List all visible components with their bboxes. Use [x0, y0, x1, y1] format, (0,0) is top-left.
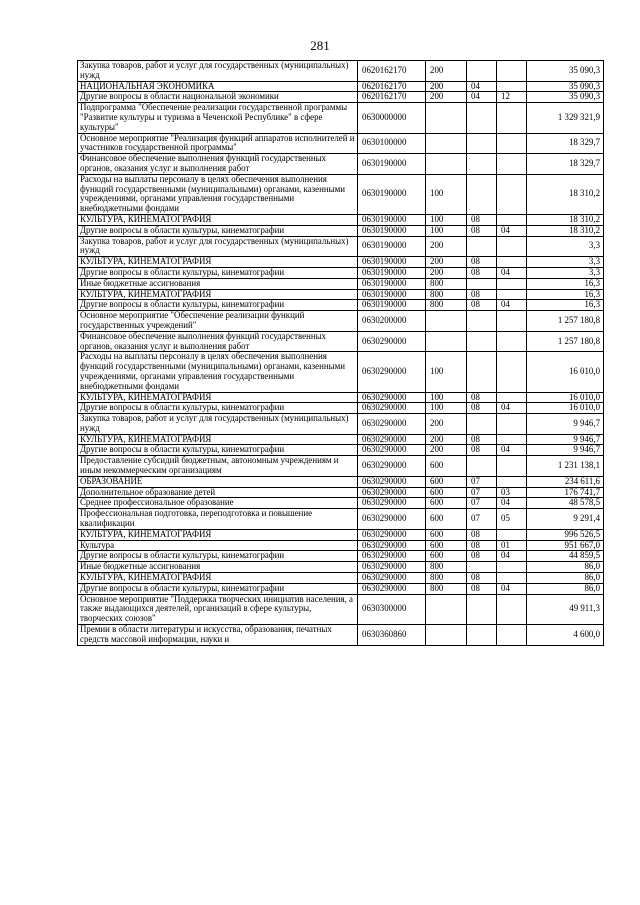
table-row — [78, 61, 604, 82]
row-subsection-cell — [497, 594, 527, 624]
row-section-cell: 07 — [467, 509, 497, 530]
table-row — [78, 214, 604, 225]
row-target-article-cell: 0630290000 — [358, 414, 426, 435]
row-name-cell: КУЛЬТУРА, КИНЕМАТОГРАФИЯ — [78, 289, 358, 300]
row-expense-type-cell: 200 — [426, 81, 467, 92]
row-name-cell: Закупка товаров, работ и услуг для государственных (муниципальных) нужд — [78, 236, 358, 257]
row-target-article-cell: 0630190000 — [358, 154, 426, 175]
table-row — [78, 562, 604, 573]
row-name-cell: Другие вопросы в области культуры, кинематографии — [78, 267, 358, 278]
row-expense-type-cell: 600 — [426, 456, 467, 477]
row-section-cell — [467, 174, 497, 214]
row-subsection-cell: 05 — [497, 509, 527, 530]
row-expense-type-cell: 800 — [426, 278, 467, 289]
table-row — [78, 103, 604, 133]
row-amount-cell: 234 611,6 — [527, 476, 604, 487]
row-amount-cell: 49 911,3 — [527, 594, 604, 624]
row-target-article-cell: 0630190000 — [358, 236, 426, 257]
row-subsection-cell — [497, 392, 527, 403]
table-row — [78, 267, 604, 278]
row-name-cell: НАЦИОНАЛЬНАЯ ЭКОНОМИКА — [78, 81, 358, 92]
row-target-article-cell: 0630290000 — [358, 573, 426, 584]
row-section-cell: 08 — [467, 392, 497, 403]
row-amount-cell: 1 257 180,8 — [527, 331, 604, 352]
row-target-article-cell: 0630290000 — [358, 487, 426, 498]
row-subsection-cell: 04 — [497, 267, 527, 278]
table-row — [78, 154, 604, 175]
table-row — [78, 257, 604, 268]
row-section-cell: 08 — [467, 257, 497, 268]
row-name-cell: Подпрограмма "Обеспечение реализации государственной программы "Развитие культуры и туризма в Чеченской Республике" в сфере культуры" — [78, 103, 358, 133]
table-row — [78, 456, 604, 477]
row-subsection-cell: 04 — [497, 445, 527, 456]
row-section-cell: 08 — [467, 289, 497, 300]
row-subsection-cell — [497, 103, 527, 133]
row-section-cell: 08 — [467, 434, 497, 445]
table-row — [78, 551, 604, 562]
row-expense-type-cell: 800 — [426, 583, 467, 594]
row-amount-cell: 86,0 — [527, 562, 604, 573]
row-amount-cell: 18 310,2 — [527, 214, 604, 225]
table-row — [78, 392, 604, 403]
row-section-cell — [467, 625, 497, 646]
row-name-cell: Культура — [78, 540, 358, 551]
row-amount-cell: 1 231 138,1 — [527, 456, 604, 477]
row-expense-type-cell: 200 — [426, 434, 467, 445]
row-subsection-cell — [497, 214, 527, 225]
row-section-cell: 08 — [467, 445, 497, 456]
row-target-article-cell: 0620162170 — [358, 81, 426, 92]
row-name-cell: Закупка товаров, работ и услуг для государственных (муниципальных) нужд — [78, 61, 358, 82]
row-target-article-cell: 0630360860 — [358, 625, 426, 646]
row-section-cell — [467, 311, 497, 332]
row-amount-cell: 3,3 — [527, 236, 604, 257]
row-expense-type-cell — [426, 625, 467, 646]
row-target-article-cell: 0630290000 — [358, 551, 426, 562]
table-row — [78, 352, 604, 392]
row-name-cell: Премии в области литературы и искусства, образования, печатных средств массовой информации, науки и — [78, 625, 358, 646]
row-subsection-cell — [497, 311, 527, 332]
row-section-cell — [467, 352, 497, 392]
row-name-cell: Профессиональная подготовка, переподготовка и повышение квалификации — [78, 509, 358, 530]
row-target-article-cell: 0630290000 — [358, 476, 426, 487]
row-subsection-cell — [497, 456, 527, 477]
row-expense-type-cell — [426, 311, 467, 332]
row-expense-type-cell: 600 — [426, 551, 467, 562]
row-subsection-cell — [497, 257, 527, 268]
table-row — [78, 289, 604, 300]
row-section-cell: 08 — [467, 403, 497, 414]
row-target-article-cell: 0630190000 — [358, 214, 426, 225]
row-subsection-cell: 12 — [497, 92, 527, 103]
row-section-cell — [467, 278, 497, 289]
row-amount-cell: 16 010,0 — [527, 392, 604, 403]
row-name-cell: Предоставление субсидий бюджетным, автономным учреждениям и иным некоммерческим организациям — [78, 456, 358, 477]
row-section-cell — [467, 594, 497, 624]
row-target-article-cell: 0630290000 — [358, 529, 426, 540]
row-name-cell: КУЛЬТУРА, КИНЕМАТОГРАФИЯ — [78, 214, 358, 225]
row-amount-cell: 1 329 321,9 — [527, 103, 604, 133]
row-target-article-cell: 0630190000 — [358, 267, 426, 278]
row-subsection-cell: 04 — [497, 403, 527, 414]
row-name-cell: ОБРАЗОВАНИЕ — [78, 476, 358, 487]
row-name-cell: Иные бюджетные ассигнования — [78, 562, 358, 573]
table-row — [78, 540, 604, 551]
row-expense-type-cell: 200 — [426, 236, 467, 257]
row-expense-type-cell — [426, 331, 467, 352]
row-subsection-cell — [497, 61, 527, 82]
table-row — [78, 225, 604, 236]
row-amount-cell: 18 310,2 — [527, 225, 604, 236]
row-amount-cell: 996 526,5 — [527, 529, 604, 540]
table-row — [78, 583, 604, 594]
row-subsection-cell — [497, 81, 527, 92]
row-section-cell — [467, 103, 497, 133]
row-amount-cell: 86,0 — [527, 573, 604, 584]
row-name-cell: Среднее профессиональное образование — [78, 498, 358, 509]
row-expense-type-cell: 800 — [426, 289, 467, 300]
row-name-cell: Другие вопросы в области культуры, кинематографии — [78, 551, 358, 562]
row-amount-cell: 86,0 — [527, 583, 604, 594]
row-section-cell: 07 — [467, 476, 497, 487]
table-row — [78, 476, 604, 487]
row-section-cell — [467, 456, 497, 477]
row-target-article-cell: 0630190000 — [358, 289, 426, 300]
row-target-article-cell: 0630200000 — [358, 311, 426, 332]
row-section-cell — [467, 562, 497, 573]
row-name-cell: Основное мероприятие "Поддержка творческих инициатив населения, а также выдающихся деятелей, организаций в сфере культуры, творческих союзов" — [78, 594, 358, 624]
row-amount-cell: 35 090,3 — [527, 92, 604, 103]
row-amount-cell: 18 329,7 — [527, 154, 604, 175]
table-row — [78, 133, 604, 154]
row-target-article-cell: 0630190000 — [358, 300, 426, 311]
row-expense-type-cell: 800 — [426, 573, 467, 584]
table-row — [78, 403, 604, 414]
row-expense-type-cell: 200 — [426, 414, 467, 435]
row-target-article-cell: 0630100000 — [358, 133, 426, 154]
table-body — [78, 61, 604, 646]
row-target-article-cell: 0630290000 — [358, 498, 426, 509]
table-row — [78, 311, 604, 332]
row-subsection-cell — [497, 278, 527, 289]
row-subsection-cell: 04 — [497, 300, 527, 311]
row-name-cell: КУЛЬТУРА, КИНЕМАТОГРАФИЯ — [78, 392, 358, 403]
row-name-cell: КУЛЬТУРА, КИНЕМАТОГРАФИЯ — [78, 529, 358, 540]
row-subsection-cell — [497, 352, 527, 392]
row-expense-type-cell — [426, 594, 467, 624]
row-expense-type-cell: 600 — [426, 498, 467, 509]
row-expense-type-cell: 100 — [426, 174, 467, 214]
table-row — [78, 434, 604, 445]
row-expense-type-cell: 100 — [426, 352, 467, 392]
row-section-cell — [467, 154, 497, 175]
row-subsection-cell — [497, 476, 527, 487]
row-expense-type-cell: 600 — [426, 487, 467, 498]
table-row — [78, 278, 604, 289]
row-target-article-cell: 0630290000 — [358, 509, 426, 530]
row-amount-cell: 16,3 — [527, 278, 604, 289]
row-amount-cell: 3,3 — [527, 267, 604, 278]
row-target-article-cell: 0630290000 — [358, 562, 426, 573]
row-target-article-cell: 0630000000 — [358, 103, 426, 133]
row-section-cell: 08 — [467, 573, 497, 584]
row-expense-type-cell: 200 — [426, 267, 467, 278]
row-name-cell: Другие вопросы в области культуры, кинематографии — [78, 300, 358, 311]
row-amount-cell: 18 329,7 — [527, 133, 604, 154]
table-row — [78, 174, 604, 214]
row-target-article-cell: 0630190000 — [358, 278, 426, 289]
row-name-cell: Другие вопросы в области культуры, кинематографии — [78, 403, 358, 414]
row-expense-type-cell — [426, 133, 467, 154]
row-name-cell: Иные бюджетные ассигнования — [78, 278, 358, 289]
row-subsection-cell — [497, 562, 527, 573]
table-row — [78, 487, 604, 498]
table-row — [78, 300, 604, 311]
row-name-cell: Другие вопросы в области культуры, кинематографии — [78, 225, 358, 236]
table-row — [78, 509, 604, 530]
row-subsection-cell — [497, 434, 527, 445]
table-row — [78, 236, 604, 257]
row-target-article-cell: 0620162170 — [358, 61, 426, 82]
row-section-cell: 08 — [467, 300, 497, 311]
row-name-cell: Основное мероприятие "Реализация функций аппаратов исполнителей и участников государственной программы" — [78, 133, 358, 154]
row-name-cell: КУЛЬТУРА, КИНЕМАТОГРАФИЯ — [78, 573, 358, 584]
row-expense-type-cell: 800 — [426, 300, 467, 311]
row-section-cell: 07 — [467, 487, 497, 498]
row-section-cell: 04 — [467, 81, 497, 92]
row-amount-cell: 1 257 180,8 — [527, 311, 604, 332]
row-subsection-cell — [497, 414, 527, 435]
row-target-article-cell: 0630300000 — [358, 594, 426, 624]
row-expense-type-cell: 600 — [426, 509, 467, 530]
row-expense-type-cell: 100 — [426, 214, 467, 225]
row-amount-cell: 9 291,4 — [527, 509, 604, 530]
row-subsection-cell: 04 — [497, 583, 527, 594]
row-target-article-cell: 0630290000 — [358, 403, 426, 414]
budget-table — [77, 60, 604, 646]
row-section-cell — [467, 331, 497, 352]
row-target-article-cell: 0630290000 — [358, 456, 426, 477]
row-amount-cell: 18 310,2 — [527, 174, 604, 214]
row-target-article-cell: 0620162170 — [358, 92, 426, 103]
row-section-cell: 08 — [467, 551, 497, 562]
row-subsection-cell — [497, 625, 527, 646]
row-name-cell: Дополнительное образование детей — [78, 487, 358, 498]
row-expense-type-cell: 600 — [426, 540, 467, 551]
row-name-cell: КУЛЬТУРА, КИНЕМАТОГРАФИЯ — [78, 434, 358, 445]
row-target-article-cell: 0630290000 — [358, 445, 426, 456]
row-section-cell: 08 — [467, 267, 497, 278]
table-row — [78, 573, 604, 584]
table-row — [78, 445, 604, 456]
row-section-cell — [467, 61, 497, 82]
row-amount-cell: 16 010,0 — [527, 403, 604, 414]
row-name-cell: КУЛЬТУРА, КИНЕМАТОГРАФИЯ — [78, 257, 358, 268]
row-subsection-cell: 03 — [497, 487, 527, 498]
row-target-article-cell: 0630190000 — [358, 225, 426, 236]
row-expense-type-cell: 200 — [426, 61, 467, 82]
row-section-cell: 08 — [467, 225, 497, 236]
table-row — [78, 529, 604, 540]
row-subsection-cell: 01 — [497, 540, 527, 551]
table-row — [78, 594, 604, 624]
row-subsection-cell — [497, 154, 527, 175]
row-subsection-cell — [497, 133, 527, 154]
row-target-article-cell: 0630290000 — [358, 331, 426, 352]
table-row — [78, 414, 604, 435]
page-number: 281 — [310, 38, 330, 53]
row-target-article-cell: 0630290000 — [358, 583, 426, 594]
row-subsection-cell: 04 — [497, 551, 527, 562]
row-expense-type-cell: 600 — [426, 529, 467, 540]
row-expense-type-cell: 200 — [426, 92, 467, 103]
row-amount-cell: 9 946,7 — [527, 445, 604, 456]
row-amount-cell: 16 010,0 — [527, 352, 604, 392]
row-amount-cell: 4 600,0 — [527, 625, 604, 646]
row-name-cell: Другие вопросы в области национальной экономики — [78, 92, 358, 103]
row-amount-cell: 48 578,5 — [527, 498, 604, 509]
row-amount-cell: 35 090,3 — [527, 61, 604, 82]
row-amount-cell: 176 741,7 — [527, 487, 604, 498]
row-amount-cell: 3,3 — [527, 257, 604, 268]
row-subsection-cell: 04 — [497, 498, 527, 509]
table-row — [78, 498, 604, 509]
row-name-cell: Закупка товаров, работ и услуг для государственных (муниципальных) нужд — [78, 414, 358, 435]
row-section-cell: 08 — [467, 583, 497, 594]
row-target-article-cell: 0630290000 — [358, 352, 426, 392]
row-section-cell: 08 — [467, 214, 497, 225]
row-amount-cell: 44 859,5 — [527, 551, 604, 562]
row-subsection-cell — [497, 573, 527, 584]
row-subsection-cell — [497, 529, 527, 540]
row-section-cell — [467, 236, 497, 257]
row-expense-type-cell: 100 — [426, 225, 467, 236]
row-amount-cell: 9 946,7 — [527, 434, 604, 445]
row-amount-cell: 16,3 — [527, 300, 604, 311]
row-section-cell: 08 — [467, 529, 497, 540]
row-section-cell: 07 — [467, 498, 497, 509]
row-target-article-cell: 0630190000 — [358, 174, 426, 214]
row-name-cell: Другие вопросы в области культуры, кинематографии — [78, 445, 358, 456]
row-name-cell: Другие вопросы в области культуры, кинематографии — [78, 583, 358, 594]
row-name-cell: Расходы на выплаты персоналу в целях обеспечения выполнения функций государственными (муниципальными) органами, казенными учреждениями, органами управления государственными внебюджетными фондами — [78, 174, 358, 214]
row-section-cell — [467, 133, 497, 154]
table-row — [78, 625, 604, 646]
row-section-cell: 04 — [467, 92, 497, 103]
row-subsection-cell — [497, 236, 527, 257]
row-expense-type-cell: 200 — [426, 257, 467, 268]
row-subsection-cell — [497, 289, 527, 300]
row-section-cell: 08 — [467, 540, 497, 551]
table-row — [78, 81, 604, 92]
row-subsection-cell — [497, 174, 527, 214]
row-target-article-cell: 0630290000 — [358, 434, 426, 445]
row-amount-cell: 16,3 — [527, 289, 604, 300]
row-expense-type-cell: 100 — [426, 392, 467, 403]
table-row — [78, 92, 604, 103]
row-name-cell: Финансовое обеспечение выполнения функций государственных органов, оказания услуг и выполнения работ — [78, 331, 358, 352]
row-amount-cell: 9 946,7 — [527, 414, 604, 435]
row-expense-type-cell: 600 — [426, 476, 467, 487]
row-target-article-cell: 0630290000 — [358, 392, 426, 403]
row-subsection-cell: 04 — [497, 225, 527, 236]
row-name-cell: Основное мероприятие "Обеспечение реализации функций государственных учреждений" — [78, 311, 358, 332]
row-expense-type-cell — [426, 103, 467, 133]
row-subsection-cell — [497, 331, 527, 352]
row-expense-type-cell: 800 — [426, 562, 467, 573]
row-amount-cell: 951 667,0 — [527, 540, 604, 551]
row-target-article-cell: 0630190000 — [358, 257, 426, 268]
row-name-cell: Расходы на выплаты персоналу в целях обеспечения выполнения функций государственными (муниципальными) органами, казенными учреждениями, органами управления государственными внебюджетными фондами — [78, 352, 358, 392]
row-amount-cell: 35 090,3 — [527, 81, 604, 92]
row-expense-type-cell: 200 — [426, 445, 467, 456]
row-expense-type-cell — [426, 154, 467, 175]
table-row — [78, 331, 604, 352]
row-name-cell: Финансовое обеспечение выполнения функций государственных органов, оказания услуг и выполнения работ — [78, 154, 358, 175]
row-expense-type-cell: 100 — [426, 403, 467, 414]
row-section-cell — [467, 414, 497, 435]
row-target-article-cell: 0630290000 — [358, 540, 426, 551]
